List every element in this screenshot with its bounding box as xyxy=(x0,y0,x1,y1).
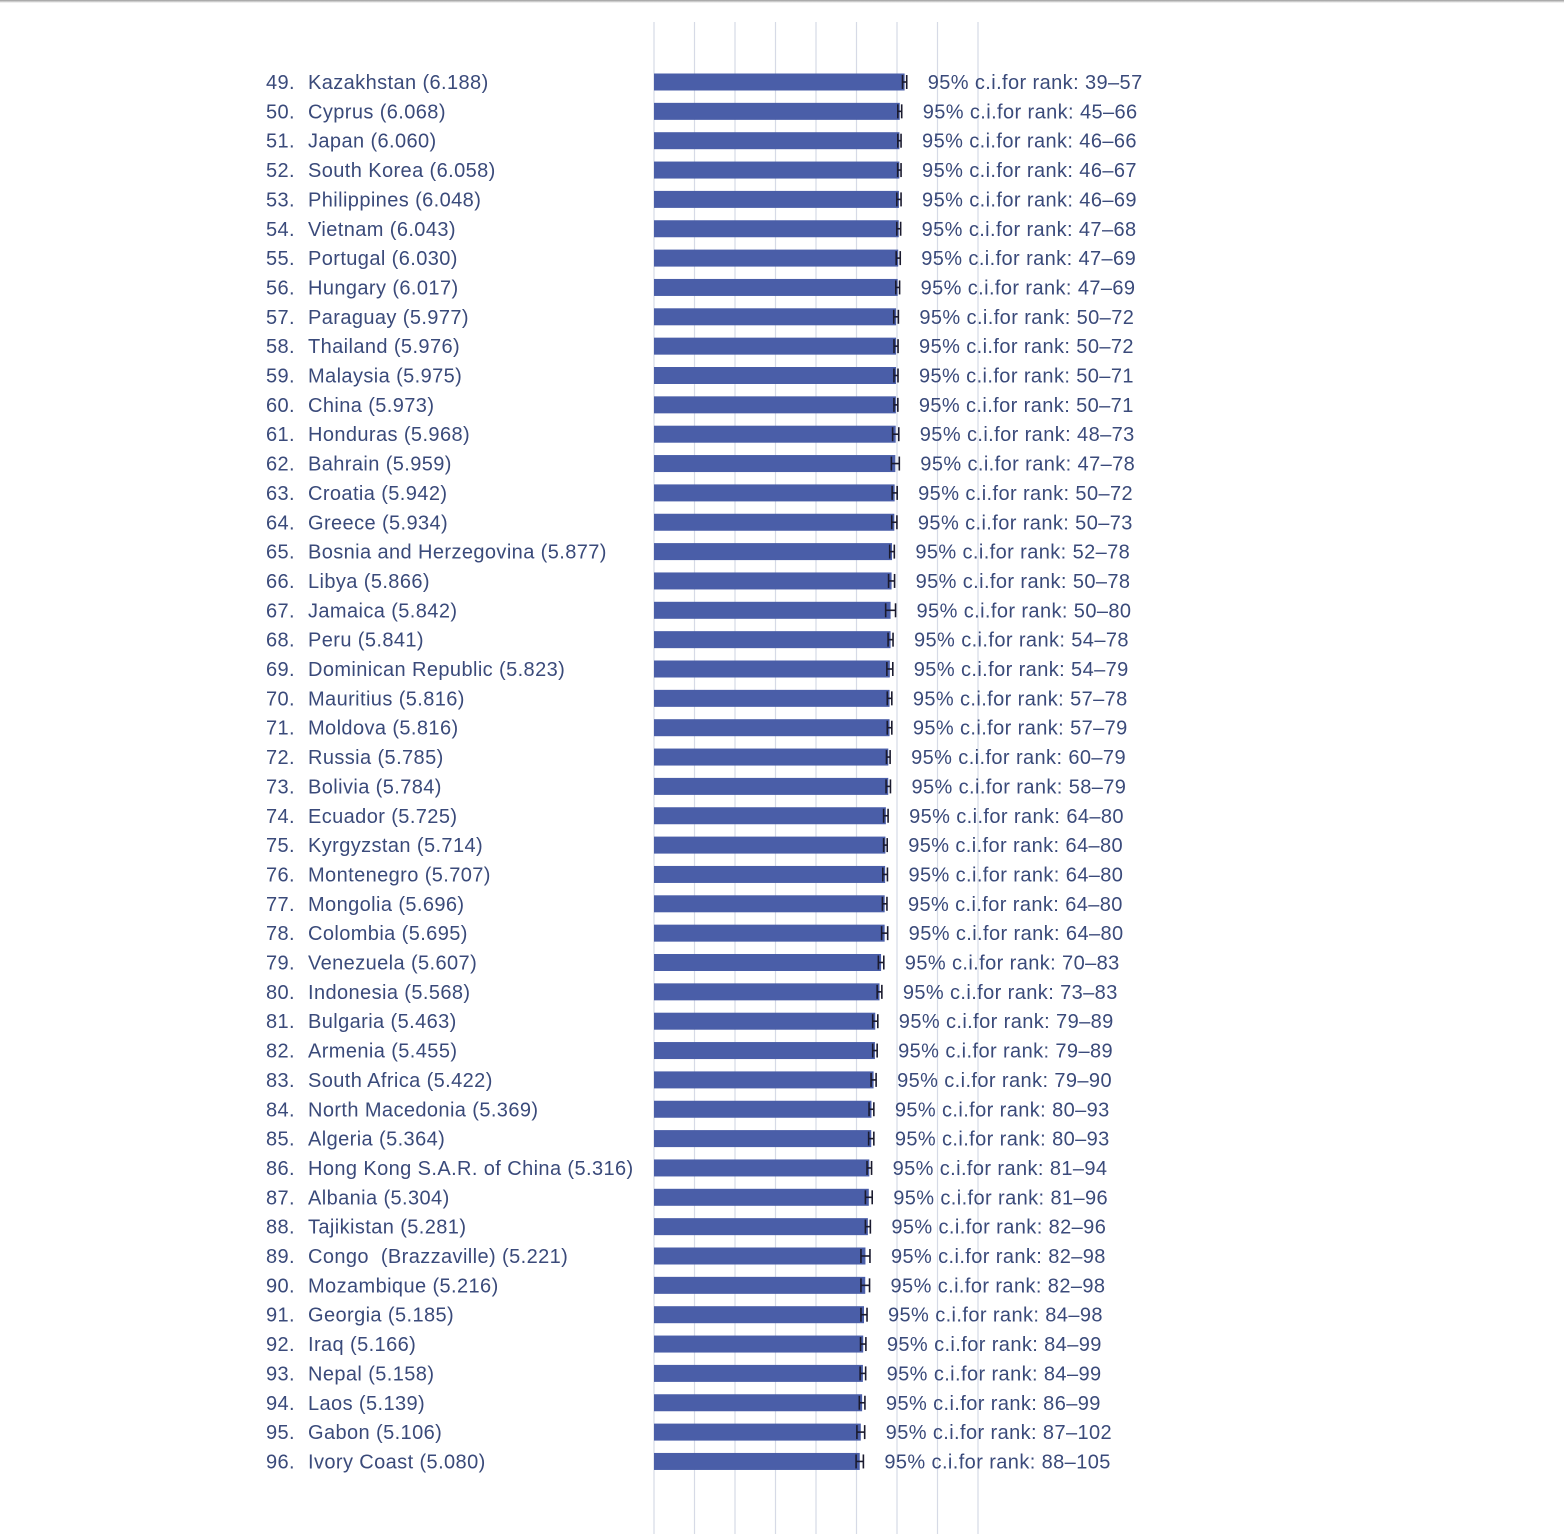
ci-rank-label: 95% c.i.for rank: 47–78 xyxy=(920,453,1136,476)
row-rank-label: 59. xyxy=(266,365,296,388)
ci-rank-label: 95% c.i.for rank: 54–79 xyxy=(913,659,1129,681)
row-rank-label: 79. xyxy=(266,952,296,975)
score-bar xyxy=(654,1101,871,1118)
row-rank-label: 62. xyxy=(266,453,296,476)
row-country-label: Philippines (6.048) xyxy=(308,189,482,212)
row-rank-label: 91. xyxy=(266,1304,296,1327)
ci-rank-label: 95% c.i.for rank: 50–78 xyxy=(915,570,1131,593)
row-country-label: South Africa (5.422) xyxy=(308,1069,493,1092)
ci-rank-label: 95% c.i.for rank: 88–105 xyxy=(884,1451,1111,1474)
score-bar xyxy=(654,543,892,560)
score-bar xyxy=(654,602,891,619)
score-bar xyxy=(654,279,898,296)
ci-rank-label: 95% c.i.for rank: 80–93 xyxy=(894,1128,1110,1151)
score-bar xyxy=(654,132,899,149)
row-rank-label: 60. xyxy=(266,394,296,417)
row-country-label: Thailand (5.976) xyxy=(308,336,461,359)
row-country-label: Georgia (5.185) xyxy=(308,1304,455,1327)
row-rank-label: 49. xyxy=(266,72,296,94)
ci-rank-label: 95% c.i.for rank: 60–79 xyxy=(911,747,1126,770)
score-bar xyxy=(654,572,892,589)
row-country-label: Russia (5.785) xyxy=(308,747,444,770)
ci-rank-label: 95% c.i.for rank: 54–78 xyxy=(914,629,1129,652)
score-bar xyxy=(654,1394,862,1411)
ci-rank-label: 95% c.i.for rank: 73–83 xyxy=(902,981,1118,1004)
ci-rank-label: 95% c.i.for rank: 39–57 xyxy=(927,72,1143,94)
score-bar xyxy=(654,396,896,413)
row-rank-label: 50. xyxy=(266,101,296,124)
row-country-label: Mongolia (5.696) xyxy=(308,893,465,916)
score-bar xyxy=(654,1071,874,1088)
ci-rank-label: 95% c.i.for rank: 82–96 xyxy=(891,1216,1107,1239)
row-country-label: Malaysia (5.975) xyxy=(308,365,463,388)
score-bar xyxy=(654,220,899,237)
row-country-label: Vietnam (6.043) xyxy=(308,218,456,241)
score-bar xyxy=(654,778,888,795)
row-rank-label: 70. xyxy=(266,688,296,711)
score-bar xyxy=(654,631,891,648)
score-bar xyxy=(654,749,888,766)
score-bar xyxy=(654,895,885,912)
ci-rank-label: 95% c.i.for rank: 70–83 xyxy=(904,952,1120,975)
ci-rank-label: 95% c.i.for rank: 46–66 xyxy=(922,130,1137,153)
row-country-label: Honduras (5.968) xyxy=(308,424,471,447)
row-rank-label: 58. xyxy=(266,336,296,359)
row-rank-label: 56. xyxy=(266,277,296,300)
row-rank-label: 92. xyxy=(266,1334,296,1357)
row-rank-label: 71. xyxy=(266,717,296,740)
score-bar xyxy=(654,103,900,120)
row-country-label: Peru (5.841) xyxy=(308,629,424,652)
score-bar xyxy=(654,925,885,942)
row-rank-label: 87. xyxy=(266,1187,296,1210)
row-rank-label: 81. xyxy=(266,1011,296,1034)
score-bar xyxy=(654,1042,875,1059)
ci-rank-label: 95% c.i.for rank: 87–102 xyxy=(885,1422,1113,1445)
score-bar xyxy=(654,837,885,854)
row-country-label: Croatia (5.942) xyxy=(308,482,448,505)
score-bar xyxy=(654,1424,861,1441)
ci-rank-label: 95% c.i.for rank: 64–80 xyxy=(908,923,1124,946)
row-country-label: Mozambique (5.216) xyxy=(308,1275,499,1298)
ci-rank-label: 95% c.i.for rank: 81–94 xyxy=(892,1157,1108,1180)
row-country-label: Paraguay (5.977) xyxy=(308,306,469,329)
row-rank-label: 73. xyxy=(266,776,296,799)
row-rank-label: 88. xyxy=(266,1216,296,1239)
row-rank-label: 57. xyxy=(266,306,296,329)
row-rank-label: 55. xyxy=(266,248,296,271)
score-bar xyxy=(654,338,896,355)
row-country-label: Congo (Brazzaville) (5.221) xyxy=(308,1246,569,1268)
ci-rank-label: 95% c.i.for rank: 80–93 xyxy=(894,1099,1110,1122)
row-rank-label: 66. xyxy=(266,570,296,593)
row-rank-label: 90. xyxy=(266,1275,296,1298)
row-rank-label: 95. xyxy=(266,1422,296,1445)
score-bar xyxy=(654,1013,875,1030)
row-rank-label: 51. xyxy=(266,130,296,153)
row-country-label: Indonesia (5.568) xyxy=(308,981,471,1004)
ci-rank-label: 95% c.i.for rank: 47–69 xyxy=(920,277,1136,300)
ci-rank-label: 95% c.i.for rank: 82–98 xyxy=(890,1275,1106,1298)
row-rank-label: 69. xyxy=(266,659,296,681)
row-country-label: Dominican Republic (5.823) xyxy=(308,659,566,681)
score-bar xyxy=(654,74,905,91)
ci-rank-label: 95% c.i.for rank: 84–99 xyxy=(886,1334,1102,1357)
score-bar xyxy=(654,661,890,678)
row-country-label: Kazakhstan (6.188) xyxy=(308,72,489,94)
row-rank-label: 64. xyxy=(266,512,296,535)
ci-rank-label: 95% c.i.for rank: 46–69 xyxy=(922,189,1137,212)
row-rank-label: 63. xyxy=(266,482,296,505)
ci-rank-label: 95% c.i.for rank: 57–79 xyxy=(912,717,1128,740)
score-bar xyxy=(654,308,896,325)
ci-rank-label: 95% c.i.for rank: 84–99 xyxy=(886,1363,1102,1386)
row-country-label: Tajikistan (5.281) xyxy=(308,1216,467,1239)
row-rank-label: 74. xyxy=(266,805,296,828)
ci-rank-label: 95% c.i.for rank: 79–90 xyxy=(897,1069,1112,1092)
row-rank-label: 72. xyxy=(266,747,296,770)
row-country-label: Kyrgyzstan (5.714) xyxy=(308,835,484,858)
score-bar xyxy=(654,1159,869,1176)
ci-rank-label: 95% c.i.for rank: 79–89 xyxy=(898,1040,1114,1063)
ci-rank-label: 95% c.i.for rank: 45–66 xyxy=(922,101,1138,124)
row-country-label: Hong Kong S.A.R. of China (5.316) xyxy=(308,1157,634,1180)
ci-rank-label: 95% c.i.for rank: 58–79 xyxy=(911,776,1127,799)
ci-rank-label: 95% c.i.for rank: 64–80 xyxy=(908,864,1124,887)
ci-rank-label: 95% c.i.for rank: 79–89 xyxy=(898,1011,1114,1034)
score-bar xyxy=(654,162,899,179)
score-bar xyxy=(654,983,880,1000)
row-country-label: Venezuela (5.607) xyxy=(308,952,478,975)
row-rank-label: 89. xyxy=(266,1246,296,1268)
ci-rank-label: 95% c.i.for rank: 50–72 xyxy=(919,306,1135,329)
row-country-label: Portugal (6.030) xyxy=(308,248,458,271)
row-country-label: Laos (5.139) xyxy=(308,1392,426,1415)
row-country-label: Colombia (5.695) xyxy=(308,923,468,946)
ci-rank-label: 95% c.i.for rank: 48–73 xyxy=(919,424,1135,447)
ci-rank-label: 95% c.i.for rank: 86–99 xyxy=(885,1392,1101,1415)
row-country-label: Gabon (5.106) xyxy=(308,1422,443,1445)
row-country-label: Japan (6.060) xyxy=(308,130,437,153)
row-rank-label: 52. xyxy=(266,160,296,183)
ci-rank-label: 95% c.i.for rank: 50–72 xyxy=(919,336,1134,359)
row-country-label: Bahrain (5.959) xyxy=(308,453,452,476)
row-country-label: Iraq (5.166) xyxy=(308,1334,417,1357)
ci-rank-label: 95% c.i.for rank: 64–80 xyxy=(907,893,1123,916)
ci-rank-label: 95% c.i.for rank: 50–71 xyxy=(919,365,1134,388)
row-rank-label: 61. xyxy=(266,424,296,447)
score-bar xyxy=(654,1306,864,1323)
row-rank-label: 67. xyxy=(266,600,296,623)
ci-rank-label: 95% c.i.for rank: 50–72 xyxy=(918,482,1134,505)
row-country-label: Nepal (5.158) xyxy=(308,1363,435,1386)
row-country-label: Hungary (6.017) xyxy=(308,277,459,300)
ci-rank-label: 95% c.i.for rank: 47–69 xyxy=(921,248,1137,271)
row-rank-label: 83. xyxy=(266,1069,296,1092)
row-country-label: Cyprus (6.068) xyxy=(308,101,446,124)
row-country-label: Moldova (5.816) xyxy=(308,717,459,740)
ci-rank-label: 95% c.i.for rank: 50–73 xyxy=(917,512,1133,535)
score-bar xyxy=(654,426,896,443)
row-rank-label: 76. xyxy=(266,864,296,887)
score-bar xyxy=(654,690,890,707)
row-country-label: Mauritius (5.816) xyxy=(308,688,465,711)
row-rank-label: 82. xyxy=(266,1040,296,1063)
row-rank-label: 96. xyxy=(266,1451,296,1474)
ci-rank-label: 95% c.i.for rank: 64–80 xyxy=(908,835,1124,858)
row-country-label: Ivory Coast (5.080) xyxy=(308,1451,486,1474)
row-country-label: Libya (5.866) xyxy=(308,570,430,593)
score-bar xyxy=(654,484,895,501)
row-rank-label: 94. xyxy=(266,1392,296,1415)
row-rank-label: 68. xyxy=(266,629,296,652)
row-rank-label: 54. xyxy=(266,218,296,241)
row-rank-label: 84. xyxy=(266,1099,296,1122)
ci-rank-label: 95% c.i.for rank: 57–78 xyxy=(912,688,1128,711)
score-bar xyxy=(654,807,886,824)
row-country-label: Bulgaria (5.463) xyxy=(308,1011,457,1034)
ci-rank-label: 95% c.i.for rank: 50–80 xyxy=(916,600,1132,623)
row-rank-label: 86. xyxy=(266,1157,296,1180)
ci-rank-label: 95% c.i.for rank: 82–98 xyxy=(890,1246,1106,1268)
score-bar xyxy=(654,954,881,971)
score-bar xyxy=(654,1365,863,1382)
score-bar xyxy=(654,1130,871,1147)
score-bar xyxy=(654,1277,865,1294)
row-country-label: Greece (5.934) xyxy=(308,512,449,535)
row-country-label: Bosnia and Herzegovina (5.877) xyxy=(308,541,607,564)
row-rank-label: 85. xyxy=(266,1128,296,1151)
row-country-label: Jamaica (5.842) xyxy=(308,600,458,623)
ci-rank-label: 95% c.i.for rank: 50–71 xyxy=(918,394,1134,417)
ci-rank-label: 95% c.i.for rank: 47–68 xyxy=(921,218,1137,241)
row-country-label: Montenegro (5.707) xyxy=(308,864,491,887)
score-bar xyxy=(654,866,885,883)
score-bar xyxy=(654,1218,868,1235)
row-rank-label: 93. xyxy=(266,1363,296,1386)
score-bar xyxy=(654,1189,869,1206)
row-country-label: Algeria (5.364) xyxy=(308,1128,446,1151)
score-bar xyxy=(654,455,895,472)
ci-rank-label: 95% c.i.for rank: 52–78 xyxy=(915,541,1131,564)
row-country-label: Armenia (5.455) xyxy=(308,1040,458,1063)
ci-rank-label: 95% c.i.for rank: 46–67 xyxy=(922,160,1137,183)
row-country-label: Albania (5.304) xyxy=(308,1187,450,1210)
row-rank-label: 53. xyxy=(266,189,296,212)
row-country-label: North Macedonia (5.369) xyxy=(308,1099,539,1122)
score-bar xyxy=(654,367,896,384)
score-bar xyxy=(654,1336,863,1353)
row-country-label: South Korea (6.058) xyxy=(308,160,496,183)
score-bar xyxy=(654,191,899,208)
row-country-label: China (5.973) xyxy=(308,394,435,417)
ci-rank-label: 95% c.i.for rank: 81–96 xyxy=(893,1187,1109,1210)
row-rank-label: 75. xyxy=(266,835,296,858)
row-rank-label: 80. xyxy=(266,981,296,1004)
score-bar xyxy=(654,1248,865,1265)
row-rank-label: 77. xyxy=(266,893,296,916)
score-bar xyxy=(654,250,898,267)
row-rank-label: 65. xyxy=(266,541,296,564)
score-bar xyxy=(654,1453,860,1470)
score-bar xyxy=(654,719,890,736)
row-country-label: Ecuador (5.725) xyxy=(308,805,458,828)
ci-rank-label: 95% c.i.for rank: 84–98 xyxy=(888,1304,1103,1327)
ci-rank-label: 95% c.i.for rank: 64–80 xyxy=(909,805,1124,828)
row-country-label: Bolivia (5.784) xyxy=(308,776,442,799)
row-rank-label: 78. xyxy=(266,923,296,946)
score-bar xyxy=(654,514,894,531)
